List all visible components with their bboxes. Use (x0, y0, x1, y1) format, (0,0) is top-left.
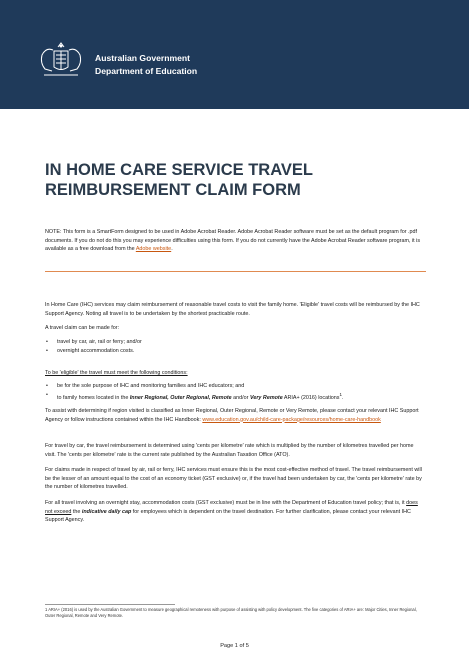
eligibility-conditions-list (45, 382, 425, 402)
list-item: • be for the sole purpose of IHC and monitoring families and IHC educators; and (45, 382, 425, 391)
government-name: Australian Government (95, 53, 191, 63)
indicative-daily-cap: indicative daily cap (81, 508, 132, 515)
region-categories: Inner Regional, Outer Regional, Remote (129, 394, 232, 401)
title-line-2: REIMBURSEMENT CLAIM FORM (45, 181, 301, 199)
claim-types-list (45, 338, 425, 355)
footnote: 1 ARIA+ (2016) is used by the Australian Government to measure geographical remoteness with purpose of assisting with policy development. The five categories of ARIA+ are: Major Cities, Inner Regional, Outer Regional, Remote and Very Remote. (45, 607, 417, 619)
footnote-divider (45, 604, 175, 605)
footnote-marker: 1 (339, 391, 343, 397)
ihc-handbook-link[interactable]: www.education.gov.au/child-care-package/resources/home-care-handbook (202, 416, 381, 423)
car-travel-paragraph: For travel by car, the travel reimbursement is determined using 'cents per kilometre' rate which is multiplied by the number of kilometres travelled per home visit. The 'cents per kilometre' rate is the current rate published by the Australian Taxation Office (ATO). (45, 443, 414, 458)
condition-text: and/or (231, 394, 250, 401)
smartform-note (45, 228, 425, 254)
government-wordmark (95, 53, 197, 76)
list-item (45, 391, 425, 402)
list-item: • overnight accommodation costs. (45, 347, 425, 356)
condition-text: . (342, 394, 344, 401)
overnight-text: For all travel involving an overnight stay, accommodation costs (GST exclusive) must be in line with the Department of Education travel policy; that is, it (45, 500, 407, 506)
intro-paragraph: In Home Care (IHC) services may claim reimbursement of reasonable travel costs to visit the family home. 'Eligible' travel costs will be reimbursed by the IHC Support Agency. Noting all travel is to be undertaken by the shortest practicable route. (45, 302, 420, 317)
header-banner (0, 0, 469, 109)
department-name: Department of Education (95, 66, 198, 76)
region-very-remote: Very Remote (249, 394, 283, 401)
title-line-1: IN HOME CARE SERVICE TRAVEL (45, 161, 314, 179)
claim-made-for-label: A travel claim can be made for: (45, 325, 120, 331)
page-number: Page 1 of 5 (220, 643, 249, 649)
region-assist-paragraph (45, 407, 425, 424)
coat-of-arms-icon (36, 41, 86, 81)
condition-text: to family homes located in the (57, 394, 130, 401)
note-end: . (171, 246, 173, 253)
note-text: NOTE: This form is a SmartForm designed to be used in Adobe Acrobat Reader. Adobe Acrobat Reader software must be set as the default program for .pdf documents. If you do not do this you may experience difficulties using this form. If you do not currently have the Adobe Acrobat Reader software program, it is available as a free download from the (45, 229, 421, 253)
adobe-website-link[interactable]: Adobe website (135, 246, 172, 253)
page-title (45, 160, 445, 200)
overnight-text: for employees which is dependent on the travel destination. For further clarification, please contact your relevant IHC Support Agency. (45, 508, 411, 524)
section-divider (45, 271, 426, 272)
overnight-stay-paragraph (45, 499, 425, 525)
air-rail-ferry-paragraph: For claims made in respect of travel by air, rail or ferry, IHC services must ensure this is the most cost-effective method of travel. The travel reimbursement will be the lesser of an amount equal to the cost of an economy ticket (GST exclusive) or, if the travel had been undertaken by car, the 'cents per kilometre' rate by the number of kilometres travelled. (45, 467, 422, 491)
list-item: • travel by car, air, rail or ferry; and/or (45, 338, 425, 347)
overnight-emphasis: does not exceed (45, 500, 418, 515)
eligible-heading: To be 'eligible' the travel must meet the following conditions: (45, 370, 188, 376)
overnight-text: the (71, 508, 82, 515)
assist-text: To assist with determining if region visited is classified as Inner Regional, Outer Regional, Remote or Very Remote, please contact your relevant IHC Support Agency or follow instructions contained within the IHC Handbook: (45, 408, 419, 423)
condition-text: ARIA+ (2016) locations (282, 394, 340, 401)
